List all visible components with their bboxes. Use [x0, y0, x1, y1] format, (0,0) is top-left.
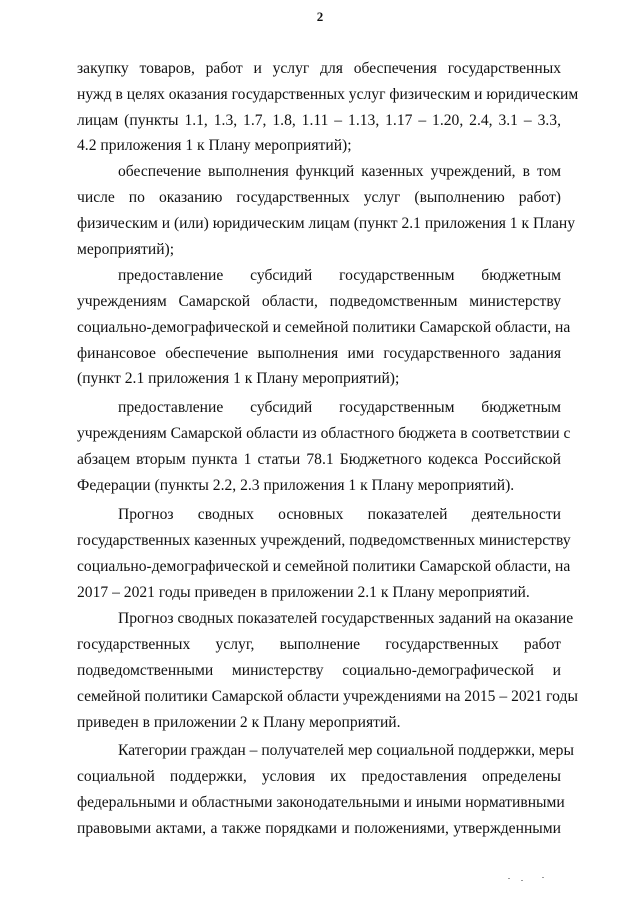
- text-line: числе по оказанию государственных услуг (выполнению работ): [77, 189, 561, 206]
- scan-speck: [542, 877, 544, 878]
- text-line: Категории граждан – получателей мер социальной поддержки, меры: [118, 742, 574, 759]
- text-line: федеральными и областными законодательными и иными нормативными: [77, 794, 565, 811]
- text-line: обеспечение выполнения функций казенных учреждений, в том: [118, 163, 561, 180]
- text-line: государственных казенных учреждений, подведомственных министерству: [77, 532, 571, 549]
- text-line: 2017 – 2021 годы приведен в приложении 2.1 к Плану мероприятий.: [77, 584, 530, 601]
- text-line: 4.2 приложения 1 к Плану мероприятий);: [77, 137, 352, 154]
- text-line: Прогноз сводных основных показателей деятельности: [118, 506, 561, 523]
- text-line: правовыми актами, а также порядками и положениями, утвержденными: [77, 820, 561, 837]
- text-line: социально-демографической и семейной политики Самарской области, на: [77, 319, 571, 336]
- text-line: социально-демографической и семейной политики Самарской области, на: [77, 558, 571, 575]
- text-line: приведен в приложении 2 к Плану мероприятий.: [77, 714, 401, 731]
- text-line: учреждениям Самарской области, подведомственным министерству: [77, 293, 561, 310]
- text-line: физическим и (или) юридическим лицам (пункт 2.1 приложения 1 к Плану: [77, 215, 576, 232]
- text-line: семейной политики Самарской области учреждениями на 2015 – 2021 годы: [77, 688, 578, 705]
- page-number: 2: [316, 9, 324, 24]
- text-line: закупку товаров, работ и услуг для обеспечения государственных: [77, 60, 561, 77]
- text-line: социальной поддержки, условия их предоставления определены: [77, 768, 561, 785]
- text-line: нужд в целях оказания государственных услуг физическим и юридическим: [77, 86, 579, 103]
- text-line: финансовое обеспечение выполнения ими государственного задания: [77, 345, 561, 362]
- text-line: Прогноз сводных показателей государственных заданий на оказание: [118, 610, 574, 627]
- text-line: государственных услуг, выполнение государственных работ: [77, 636, 561, 653]
- text-line: учреждениям Самарской области из областного бюджета в соответствии с: [77, 425, 571, 442]
- text-line: подведомственными министерству социально-демографической и: [77, 662, 561, 679]
- scan-speck: [508, 878, 510, 879]
- text-line: предоставление субсидий государственным бюджетным: [118, 267, 561, 284]
- text-line: Федерации (пункты 2.2, 2.3 приложения 1 к Плану мероприятий).: [77, 477, 515, 494]
- text-line: абзацем вторым пункта 1 статьи 78.1 Бюджетного кодекса Российской: [77, 451, 561, 468]
- text-line: лицам (пункты 1.1, 1.3, 1.7, 1.8, 1.11 – 1.13, 1.17 – 1.20, 2.4, 3.1 – 3.3,: [77, 112, 561, 129]
- text-line: предоставление субсидий государственным бюджетным: [118, 399, 561, 416]
- text-line: (пункт 2.1 приложения 1 к Плану мероприятий);: [77, 370, 400, 387]
- text-line: мероприятий);: [77, 241, 175, 258]
- scan-speck: [521, 880, 523, 881]
